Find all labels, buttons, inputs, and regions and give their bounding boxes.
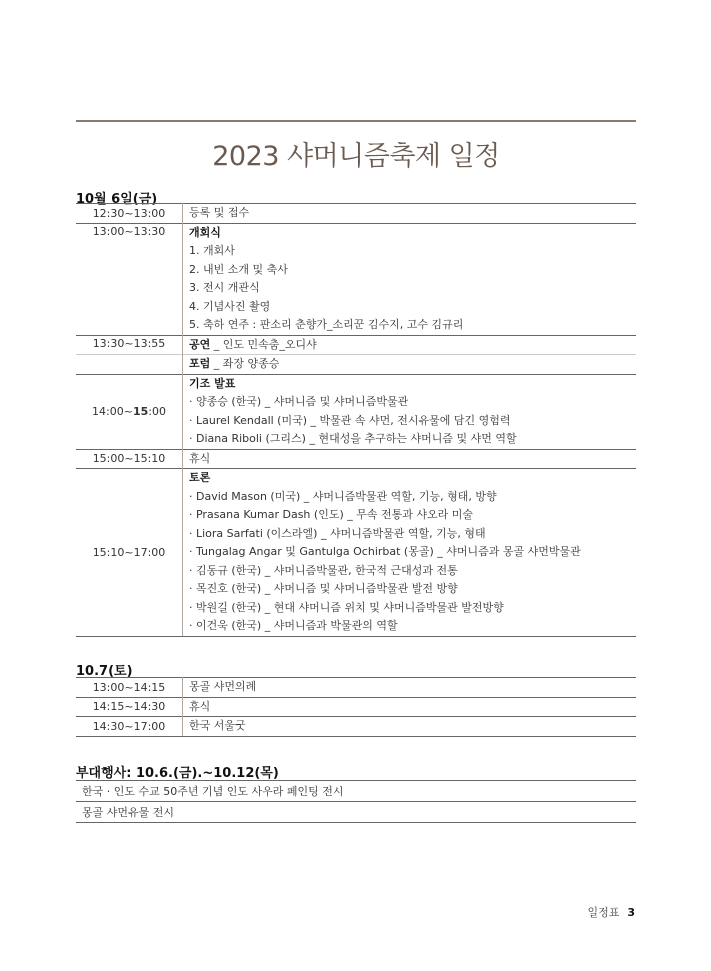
time-cell: 13:00~13:30 — [76, 223, 183, 335]
table-row — [76, 717, 636, 737]
day2-heading: 10.7(토) — [76, 664, 133, 679]
forum-label: 포럼 — [189, 357, 211, 370]
row-text: 휴식 — [189, 451, 211, 465]
list-item: 3. 전시 개관식 — [189, 281, 260, 294]
side-events-table — [76, 780, 636, 823]
list-item: · Liora Sarfati (이스라엘) _ 샤머니즘박물관 역할, 기능, 형태 — [189, 526, 486, 540]
list-item: · Tungalag Angar 및 Gantulga Ochirbat (몽골) _ 샤머니즘과 몽골 샤먼박물관 — [189, 545, 581, 558]
table-row — [76, 374, 636, 449]
list-item: 5. 축하 연주 : 판소리 춘향가_소리꾼 김수지, 고수 김규리 — [189, 318, 464, 331]
table-row — [76, 223, 636, 335]
discussion-label: 토론 — [189, 471, 211, 484]
side-events-heading: 부대행사: 10.6.(금).~10.12(목) — [76, 766, 279, 781]
row-text: 몽골 샤먼의례 — [189, 680, 257, 693]
list-item: · 김동규 (한국) _ 샤머니즘박물관, 한국적 근대성과 전통 — [189, 563, 458, 577]
table-row — [76, 204, 636, 224]
page-footer — [587, 904, 635, 920]
list-item: 4. 기념사진 촬영 — [189, 299, 271, 313]
table-row — [76, 697, 636, 717]
day2-schedule-table — [76, 677, 636, 737]
table-row — [76, 355, 636, 375]
time-cell: 15:10~17:00 — [76, 469, 183, 637]
page-title: 2023 샤머니즘축제 일정 — [212, 141, 500, 172]
table-row — [76, 449, 636, 469]
side-event-item: 몽골 샤먼유물 전시 — [76, 802, 636, 823]
list-item: · David Mason (미국) _ 샤머니즘박물관 역할, 기능, 형태, 방향 — [189, 489, 497, 503]
time-cell: 12:30~13:00 — [76, 204, 183, 224]
page-number: 3 — [627, 906, 635, 919]
row-text: 한국 서울굿 — [189, 719, 246, 732]
list-item: · 이건욱 (한국) _ 샤머니즘과 박물관의 역할 — [189, 619, 398, 632]
list-item: 2. 내빈 소개 및 축사 — [189, 262, 288, 276]
list-item: · 양종승 (한국) _ 샤머니즘 및 샤머니즘박물관 — [189, 395, 409, 408]
table-row — [76, 335, 636, 355]
table-row — [76, 802, 636, 823]
time-cell: 15:00~15:10 — [76, 449, 183, 469]
list-item: · Diana Riboli (그리스) _ 현대성을 추구하는 샤머니즘 및 샤먼 역할 — [189, 432, 517, 445]
row-text: 휴식 — [189, 699, 211, 713]
day1-heading: 10월 6일(금) — [76, 192, 158, 207]
time-cell: 14:00~15:00 — [76, 374, 183, 449]
table-row — [76, 469, 636, 637]
row-text: 등록 및 접수 — [189, 206, 250, 219]
keynote-label: 기조 발표 — [189, 376, 236, 390]
table-row — [76, 781, 636, 802]
top-rule — [76, 120, 636, 122]
list-item: · 박원길 (한국) _ 현대 샤머니즘 위치 및 샤머니즘박물관 발전방향 — [189, 600, 504, 614]
performance-label: 공연 — [189, 337, 211, 351]
list-item: · 목진호 (한국) _ 샤머니즘 및 샤머니즘박물관 발전 방향 — [189, 582, 458, 595]
forum-text: _ 좌장 양종승 — [210, 357, 280, 370]
time-cell: 14:15~14:30 — [76, 697, 183, 717]
day1-schedule-table — [76, 203, 636, 637]
side-event-item: 한국 · 인도 수교 50주년 기념 인도 사우라 페인팅 전시 — [76, 781, 636, 802]
footer-label: 일정표 — [587, 906, 620, 919]
time-cell: 14:30~17:00 — [76, 717, 183, 737]
time-cell: 13:00~14:15 — [76, 678, 183, 698]
list-item: · Prasana Kumar Dash (인도) _ 무속 전통과 샤오라 미술 — [189, 508, 473, 521]
list-item: · Laurel Kendall (미국) _ 박물관 속 샤먼, 전시유물에 담긴 영험력 — [189, 413, 511, 427]
performance-text: _ 인도 민속춤_오디샤 — [210, 337, 317, 351]
list-item: 1. 개회사 — [189, 244, 235, 257]
opening-ceremony-label: 개회식 — [189, 225, 221, 239]
time-cell: 13:30~13:55 — [76, 335, 183, 355]
table-row — [76, 678, 636, 698]
